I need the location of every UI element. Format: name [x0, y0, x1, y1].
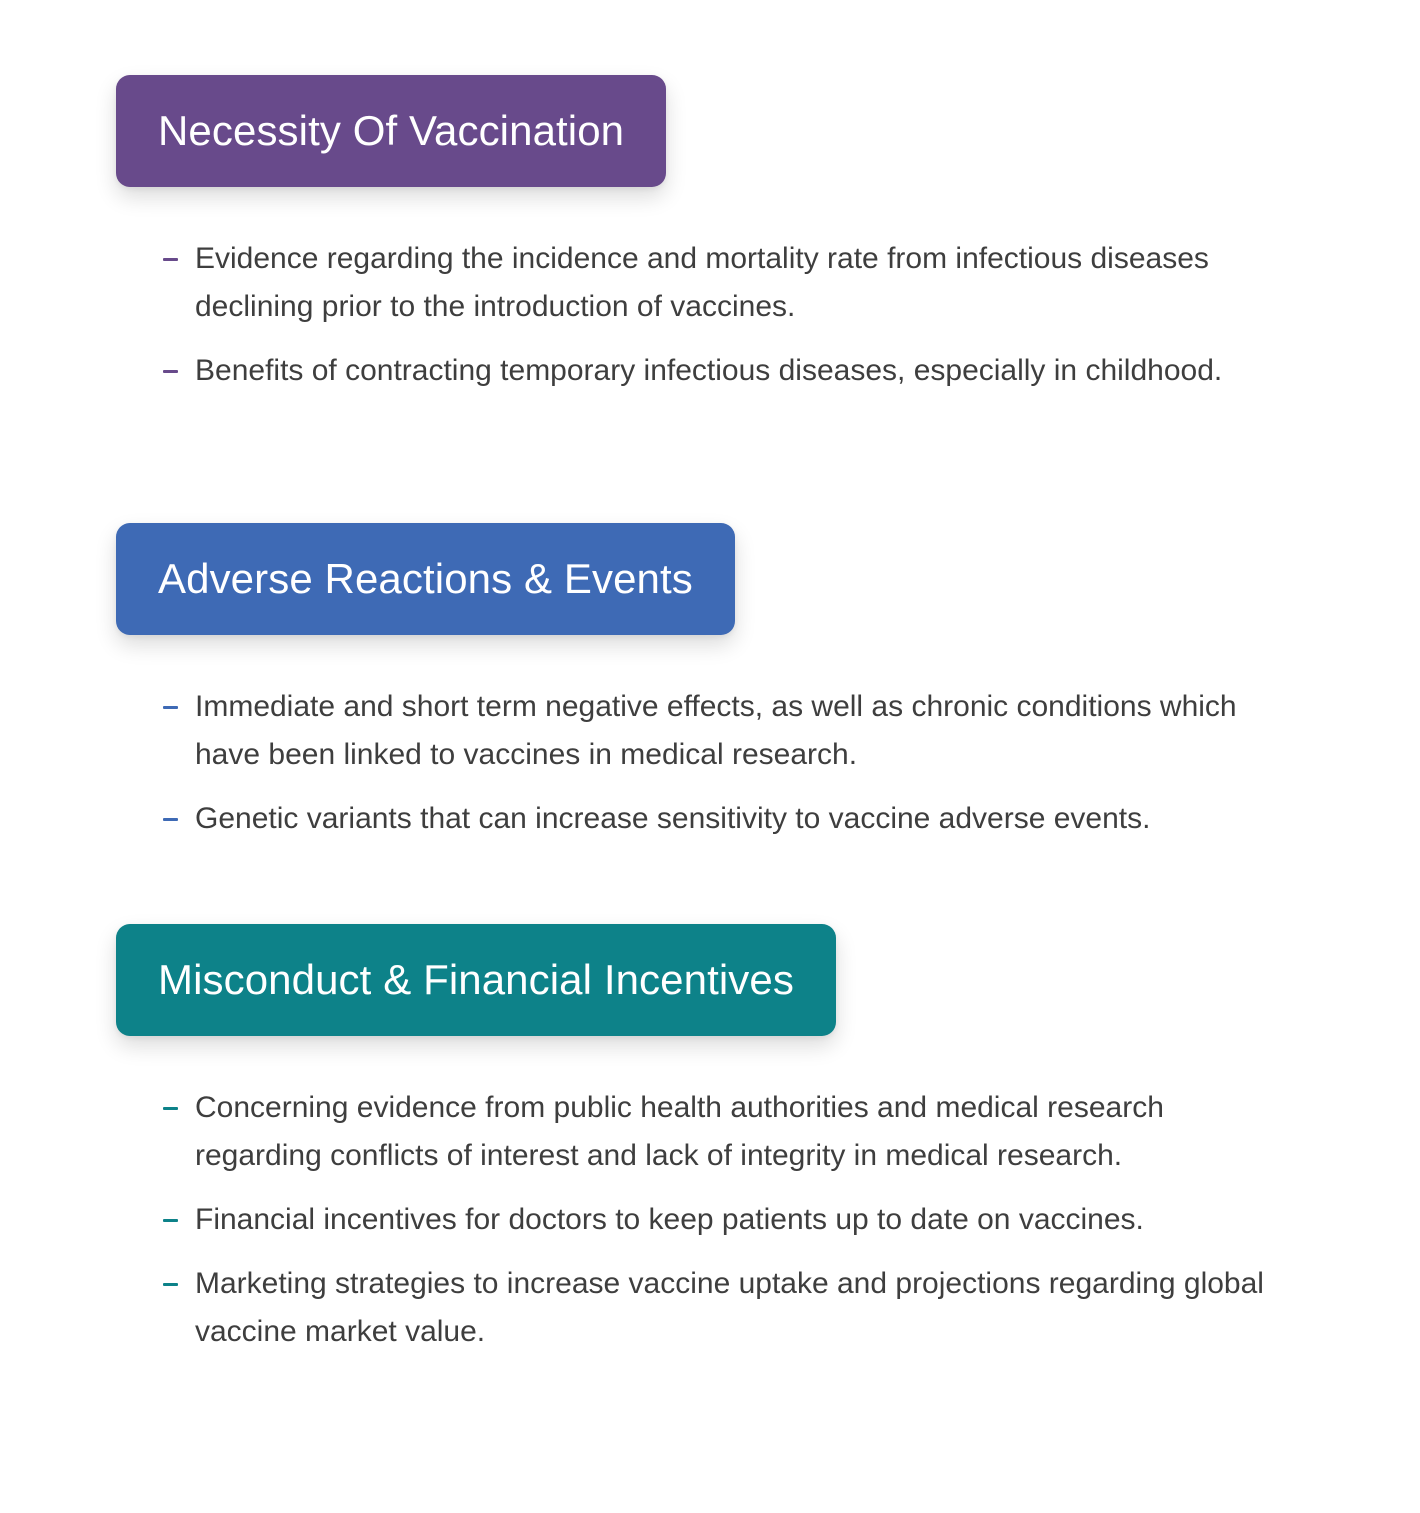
dash-bullet-icon: [163, 706, 178, 709]
dash-bullet-icon: [163, 1283, 178, 1286]
list-item-text: Evidence regarding the incidence and mortality rate from infectious diseases declining prior to the introduction of vaccines.: [195, 242, 1209, 323]
dash-bullet-icon: [163, 1219, 178, 1222]
list-item: [116, 1084, 1285, 1180]
dash-bullet-icon: [163, 370, 178, 373]
section-adverse-reactions-events: [116, 523, 1316, 859]
dash-bullet-icon: [163, 1107, 178, 1110]
list-item: [116, 235, 1285, 331]
list-item: [116, 795, 1285, 843]
section-heading: Adverse Reactions & Events: [116, 523, 735, 635]
list-item-text: Benefits of contracting temporary infectious diseases, especially in childhood.: [195, 354, 1223, 387]
list-item: [116, 1196, 1285, 1244]
bullet-list: [116, 1084, 1316, 1356]
list-item: [116, 347, 1285, 395]
list-item: [116, 1260, 1285, 1356]
dash-bullet-icon: [163, 258, 178, 261]
list-item-text: Genetic variants that can increase sensitivity to vaccine adverse events.: [195, 802, 1151, 835]
bullet-list: [116, 683, 1316, 843]
section-heading: Misconduct & Financial Incentives: [116, 924, 836, 1036]
list-item-text: Marketing strategies to increase vaccine uptake and projections regarding global vaccine market value.: [195, 1267, 1264, 1348]
section-misconduct-financial-incentives: [116, 924, 1316, 1372]
section-heading: Necessity Of Vaccination: [116, 75, 666, 187]
dash-bullet-icon: [163, 818, 178, 821]
section-necessity-of-vaccination: [116, 75, 1316, 411]
list-item-text: Immediate and short term negative effects, as well as chronic conditions which have been linked to vaccines in medical research.: [195, 690, 1237, 771]
list-item: [116, 683, 1285, 779]
list-item-text: Concerning evidence from public health authorities and medical research regarding conflicts of interest and lack of integrity in medical research.: [195, 1091, 1164, 1172]
bullet-list: [116, 235, 1316, 395]
list-item-text: Financial incentives for doctors to keep patients up to date on vaccines.: [195, 1203, 1144, 1236]
